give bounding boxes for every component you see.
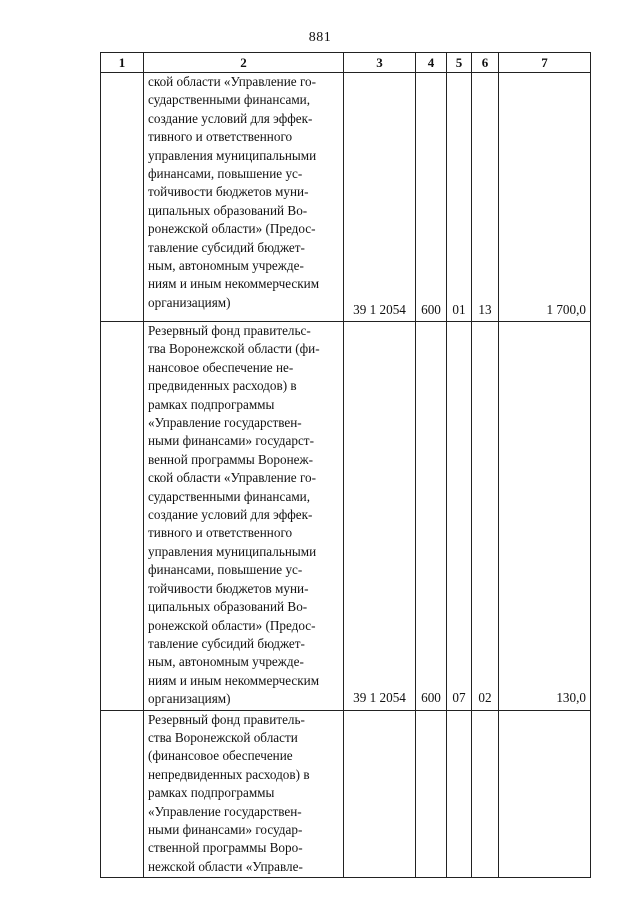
description-line: ственной программы Воро- — [148, 840, 303, 856]
description-line: финансами, повышение ус- — [148, 562, 303, 578]
table-row — [101, 322, 591, 711]
budget-table — [100, 52, 591, 878]
row-number-cell — [101, 710, 144, 878]
description-line: Резервный фонд правительс- — [148, 323, 311, 338]
pr-cell — [472, 710, 499, 878]
description-line: организациям) — [148, 294, 231, 310]
description-line: организациям) — [148, 691, 231, 707]
description-line: Резервный фонд правитель- — [148, 711, 305, 727]
description-line: ными финансами» государ- — [148, 821, 303, 837]
description-line: (финансовое обеспечение — [148, 748, 293, 764]
vr-cell — [416, 710, 447, 878]
vr-cell: 600 — [416, 322, 447, 711]
page-number: 881 — [308, 30, 332, 45]
description-line: ства Воронежской области — [148, 729, 298, 745]
rz-cell — [447, 710, 472, 878]
description-line: создание условий для эффек- — [148, 507, 313, 523]
description-line: рамках подпрограммы — [148, 785, 275, 801]
header-col-6: 6 — [472, 53, 499, 73]
vr-cell: 600 — [416, 73, 447, 322]
header-col-1: 1 — [101, 53, 144, 73]
description-line: ской области «Управление го- — [148, 470, 317, 486]
description-cell — [144, 73, 344, 322]
description-line: сударственными финансами, — [148, 92, 311, 108]
description-line: сударственными финансами, — [148, 488, 311, 504]
header-col-4: 4 — [416, 53, 447, 73]
description-line: тивного и ответственного — [148, 525, 293, 541]
description-line: ниям и иным некоммерческим — [148, 672, 320, 688]
description-line: создание условий для эффек- — [148, 110, 313, 126]
row-number-cell — [101, 322, 144, 711]
header-col-7: 7 — [499, 53, 591, 73]
row-number-cell — [101, 73, 144, 322]
header-row — [101, 53, 591, 73]
rz-cell: 07 — [447, 322, 472, 711]
description-line: ципальных образований Во- — [148, 599, 308, 615]
code-cell — [344, 710, 416, 878]
pr-cell: 02 — [472, 322, 499, 711]
amount-cell: 130,0 — [499, 322, 591, 711]
code-cell: 39 1 2054 — [344, 322, 416, 711]
description-line: венной программы Воронеж- — [148, 451, 314, 467]
description-line: ным, автономным учрежде- — [148, 654, 304, 670]
table-row — [101, 710, 591, 878]
description-line: ниям и иным некоммерческим — [148, 276, 320, 292]
description-line: рамках подпрограммы — [148, 396, 275, 412]
description-line: «Управление государствен- — [148, 803, 302, 819]
header-col-2: 2 — [144, 53, 344, 73]
description-cell — [144, 322, 344, 711]
amount-cell — [499, 710, 591, 878]
description-line: ской области «Управление го- — [148, 74, 317, 89]
pr-cell: 13 — [472, 73, 499, 322]
description-line: ципальных образований Во- — [148, 202, 308, 218]
description-line: тивного и ответственного — [148, 129, 293, 145]
rz-cell: 01 — [447, 73, 472, 322]
description-cell — [144, 710, 344, 878]
description-line: ными финансами» государст- — [148, 433, 314, 449]
description-line: управления муниципальными — [148, 147, 317, 163]
description-line: «Управление государствен- — [148, 415, 302, 431]
code-cell: 39 1 2054 — [344, 73, 416, 322]
description-line: предвиденных расходов) в — [148, 378, 297, 394]
amount-cell: 1 700,0 — [499, 73, 591, 322]
description-line: управления муниципальными — [148, 543, 317, 559]
description-line: ным, автономным учрежде- — [148, 258, 304, 274]
description-line: непредвиденных расходов) в — [148, 766, 310, 782]
header-col-3: 3 — [344, 53, 416, 73]
description-line: тойчивости бюджетов муни- — [148, 580, 309, 596]
description-line: тва Воронежской области (фи- — [148, 341, 320, 357]
description-line: ронежской области» (Предос- — [148, 221, 316, 237]
description-line: финансами, повышение ус- — [148, 166, 303, 182]
description-line: нансовое обеспечение не- — [148, 359, 294, 375]
description-line: тойчивости бюджетов муни- — [148, 184, 309, 200]
description-line: тавление субсидий бюджет- — [148, 239, 305, 255]
description-line: ронежской области» (Предос- — [148, 617, 316, 633]
header-col-5: 5 — [447, 53, 472, 73]
description-line: тавление субсидий бюджет- — [148, 635, 305, 651]
table-row — [101, 73, 591, 322]
description-line: нежской области «Управле- — [148, 858, 303, 874]
